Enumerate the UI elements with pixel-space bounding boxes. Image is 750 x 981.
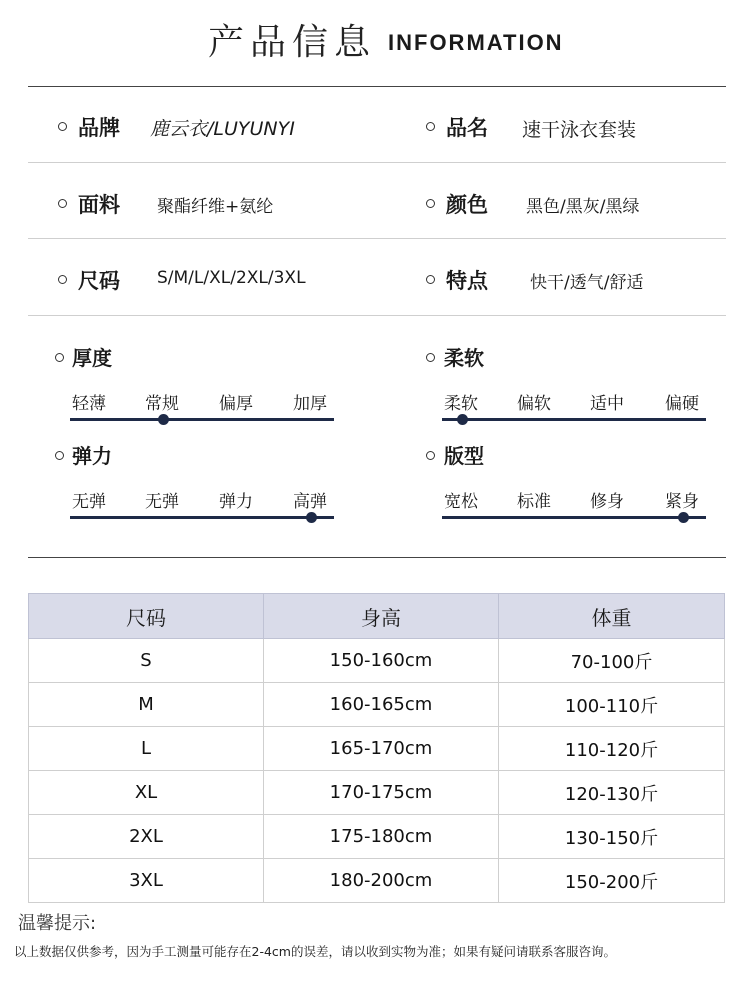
scale-label: 加厚	[293, 394, 327, 414]
scale-label: 高弹	[293, 492, 327, 512]
thickness-scale-knob	[158, 414, 169, 425]
table-cell: 100-110斤	[499, 683, 725, 727]
table-cell: 180-200cm	[264, 859, 499, 903]
size-table	[28, 593, 725, 903]
fit-scale-knob	[678, 512, 689, 523]
scale-label: 紧身	[665, 492, 699, 512]
scale-label: 偏软	[517, 394, 551, 414]
scale-label: 适中	[590, 394, 624, 414]
divider	[28, 315, 726, 316]
scale-label: 无弹	[72, 492, 106, 512]
scale-label: 柔软	[444, 394, 478, 414]
bullet-icon	[426, 275, 435, 284]
scale-label: 修身	[590, 492, 624, 512]
scale-label: 宽松	[444, 492, 478, 512]
elasticity-scale-knob	[306, 512, 317, 523]
table-header-row	[29, 594, 725, 639]
table-cell: 170-175cm	[264, 771, 499, 815]
table-cell: S	[29, 639, 264, 683]
elasticity-title: 弹力	[72, 444, 112, 468]
softness-scale-knob	[457, 414, 468, 425]
table-cell: 150-160cm	[264, 639, 499, 683]
fit-title: 版型	[444, 444, 484, 468]
size-value: S/M/L/XL/2XL/3XL	[157, 268, 306, 288]
scale-label: 常规	[145, 394, 179, 414]
bullet-icon	[58, 199, 67, 208]
bullet-icon	[426, 451, 435, 460]
table-cell: L	[29, 727, 264, 771]
table-cell: 130-150斤	[499, 815, 725, 859]
divider	[28, 557, 726, 558]
table-cell: 175-180cm	[264, 815, 499, 859]
scale-label: 偏厚	[219, 394, 253, 414]
color-label: 颜色	[446, 193, 488, 217]
table-cell: 150-200斤	[499, 859, 725, 903]
bullet-icon	[58, 275, 67, 284]
fabric-value: 聚酯纤维+氨纶	[157, 197, 274, 217]
thickness-scale-track	[70, 418, 334, 421]
product-name-label: 品名	[446, 116, 488, 140]
divider	[28, 238, 726, 239]
table-cell: 110-120斤	[499, 727, 725, 771]
scale-label: 标准	[517, 492, 551, 512]
table-header-cell: 尺码	[29, 594, 264, 639]
bullet-icon	[55, 451, 64, 460]
elasticity-scale-track	[70, 516, 334, 519]
bullet-icon	[426, 199, 435, 208]
product-name-value: 速干泳衣套装	[522, 119, 637, 141]
table-header-cell: 体重	[499, 594, 725, 639]
feature-label: 特点	[446, 269, 488, 293]
page-title-en: INFORMATION	[388, 30, 564, 55]
bullet-icon	[55, 353, 64, 362]
feature-value: 快干/透气/舒适	[530, 273, 644, 293]
tips-text: 以上数据仅供参考，因为手工测量可能存在2-4cm的误差，请以收到实物为准；如果有疑问请联系客服咨询。	[14, 944, 616, 959]
table-header-cell: 身高	[264, 594, 499, 639]
tips-title: 温馨提示:	[18, 913, 97, 934]
divider	[28, 86, 726, 87]
page-title: 产品信息	[208, 22, 377, 63]
fit-scale-track	[442, 516, 706, 519]
table-cell: XL	[29, 771, 264, 815]
table-row	[29, 639, 725, 683]
table-row	[29, 859, 725, 903]
table-row	[29, 771, 725, 815]
thickness-title: 厚度	[72, 346, 112, 370]
divider	[28, 162, 726, 163]
table-row	[29, 683, 725, 727]
table-cell: 120-130斤	[499, 771, 725, 815]
table-cell: 2XL	[29, 815, 264, 859]
scale-label: 轻薄	[72, 394, 106, 414]
bullet-icon	[426, 122, 435, 131]
bullet-icon	[426, 353, 435, 362]
softness-scale-track	[442, 418, 706, 421]
table-row	[29, 727, 725, 771]
table-cell: 160-165cm	[264, 683, 499, 727]
table-cell: 165-170cm	[264, 727, 499, 771]
size-label: 尺码	[78, 269, 120, 293]
table-cell: 3XL	[29, 859, 264, 903]
softness-title: 柔软	[444, 346, 484, 370]
table-row	[29, 815, 725, 859]
bullet-icon	[58, 122, 67, 131]
fabric-label: 面料	[78, 193, 120, 217]
scale-label: 偏硬	[665, 394, 699, 414]
color-value: 黑色/黑灰/黑绿	[526, 197, 640, 217]
scale-label: 无弹	[145, 492, 179, 512]
scale-label: 弹力	[219, 492, 253, 512]
table-cell: M	[29, 683, 264, 727]
table-cell: 70-100斤	[499, 639, 725, 683]
brand-label: 品牌	[78, 116, 120, 140]
brand-value: 鹿云衣/LUYUNYI	[150, 118, 295, 140]
